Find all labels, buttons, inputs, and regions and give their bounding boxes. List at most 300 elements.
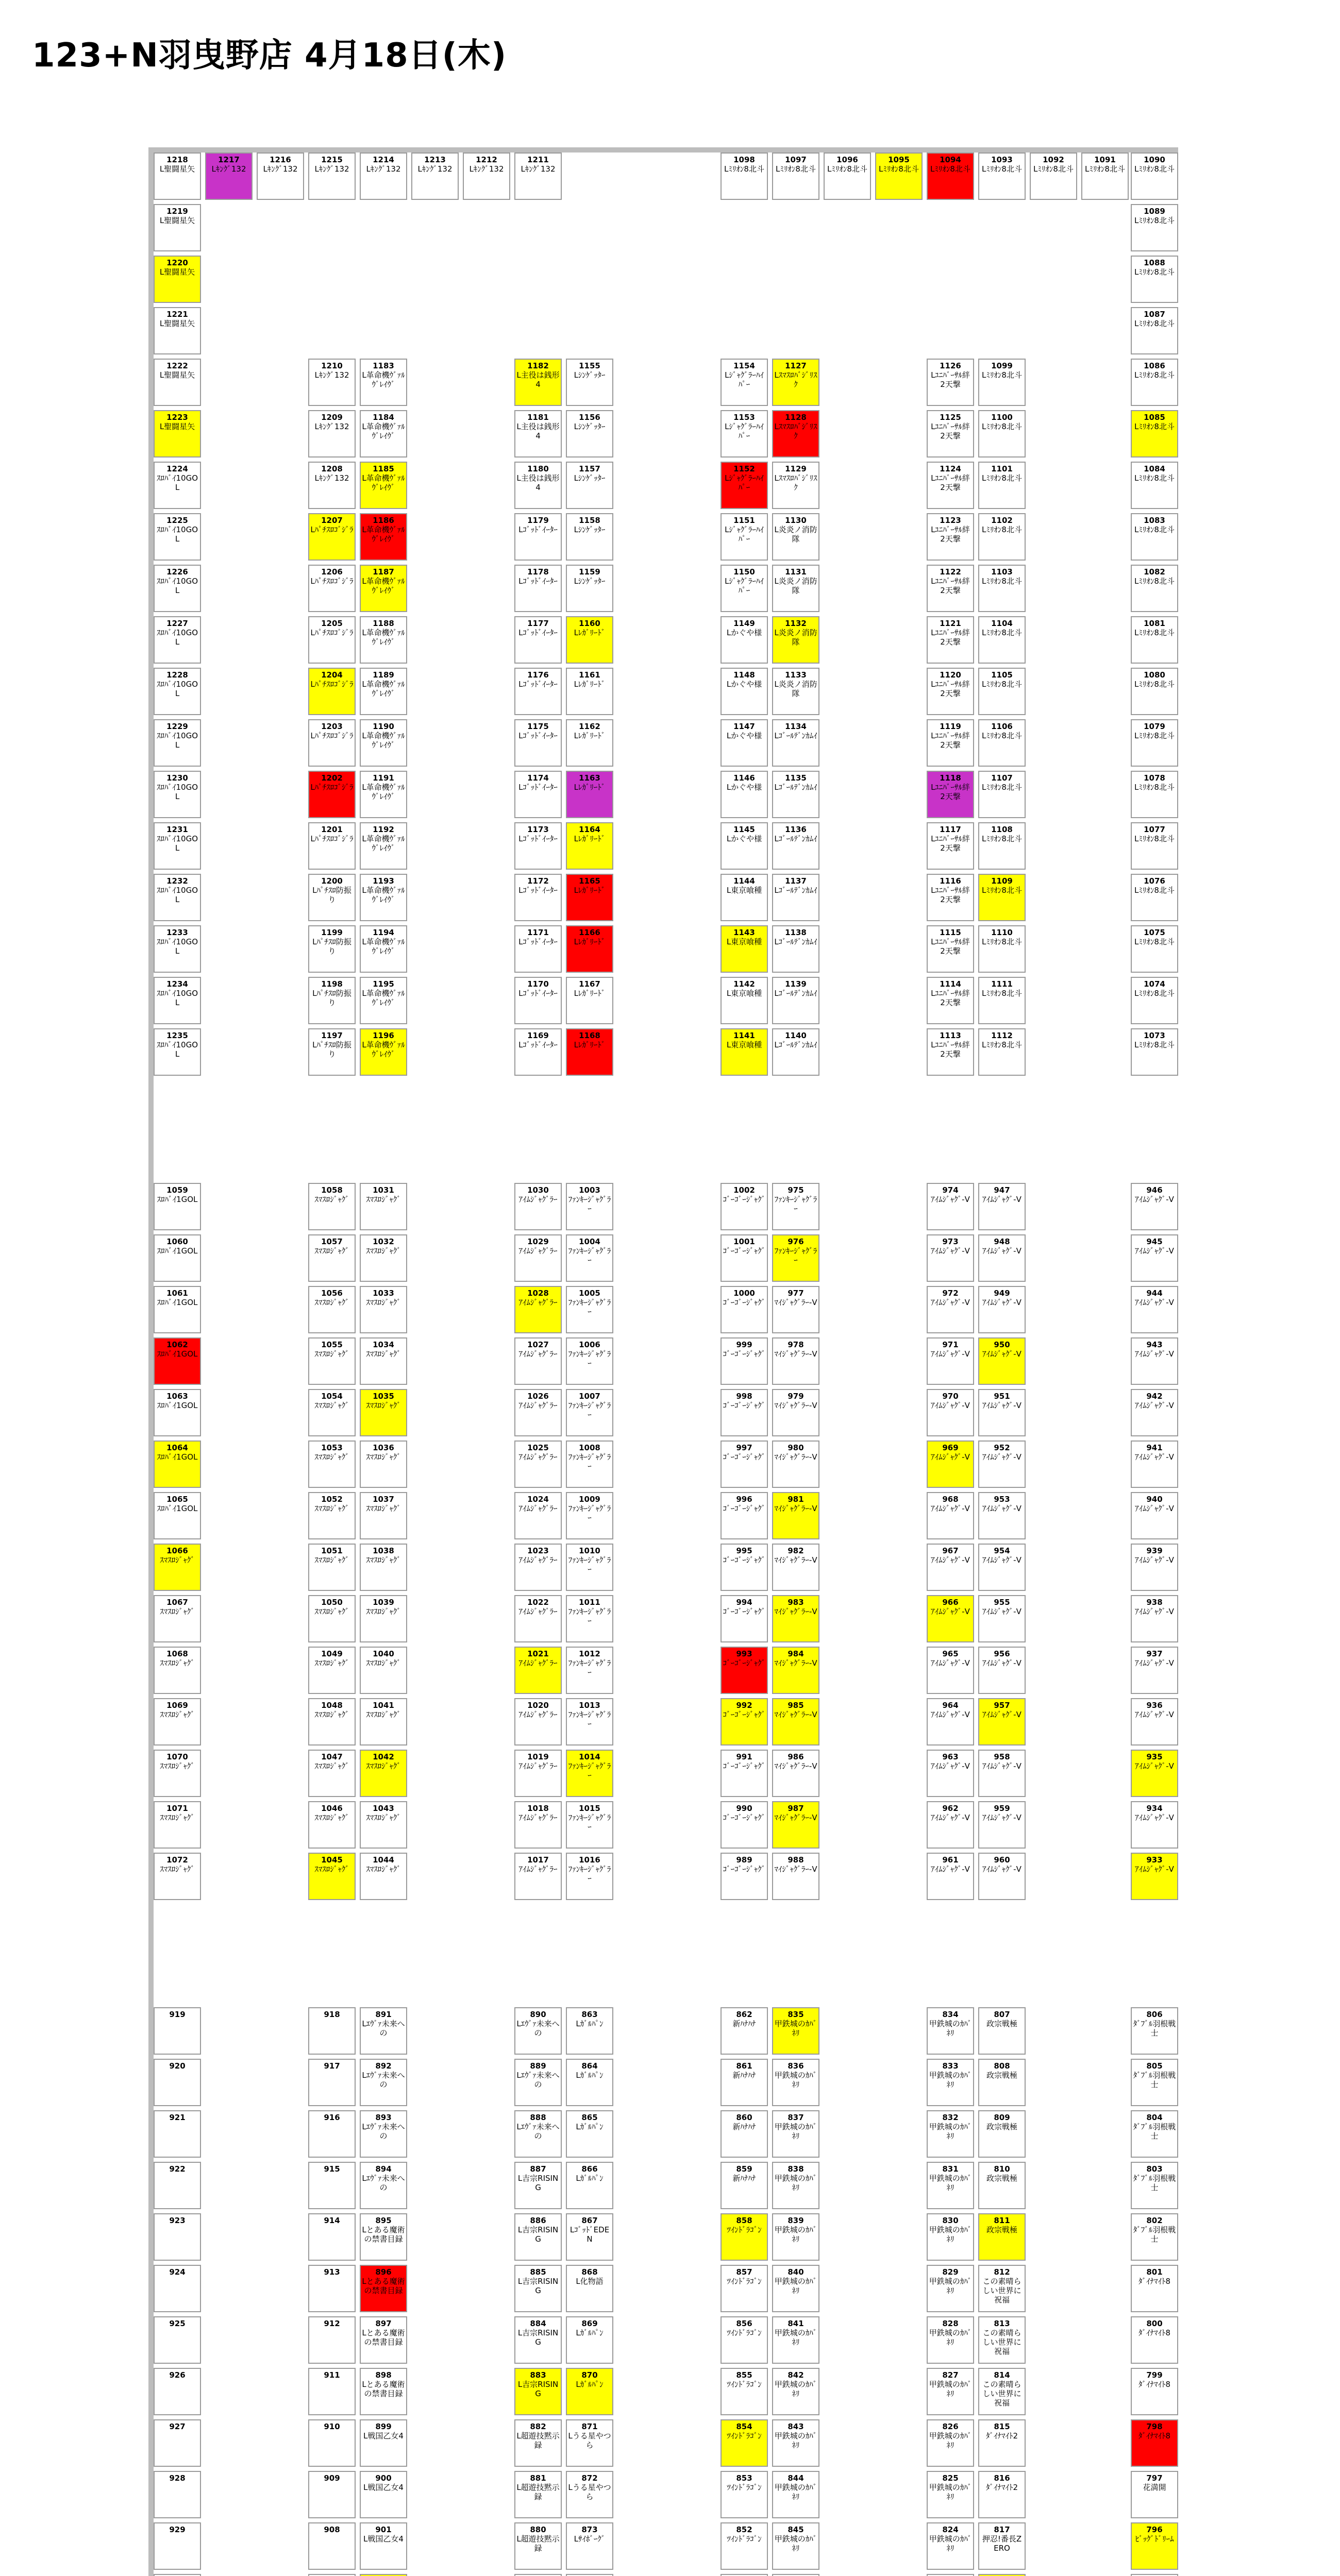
machine-1180[interactable]	[514, 462, 562, 509]
machine-963[interactable]	[927, 1750, 974, 1797]
machine-1056[interactable]	[308, 1286, 356, 1333]
machine-1008[interactable]	[566, 1440, 613, 1488]
machine-1018[interactable]	[514, 1801, 562, 1849]
machine-802[interactable]	[1131, 2213, 1178, 2261]
machine-1200[interactable]	[308, 874, 356, 921]
machine-1109[interactable]	[978, 874, 1026, 921]
machine-1152[interactable]	[721, 462, 768, 509]
machine-949[interactable]	[978, 1286, 1026, 1333]
machine-816[interactable]	[978, 2471, 1026, 2518]
machine-1081[interactable]	[1131, 616, 1178, 664]
machine-1172[interactable]	[514, 874, 562, 921]
machine-939[interactable]	[1131, 1544, 1178, 1591]
machine-1001[interactable]	[721, 1234, 768, 1282]
machine-824[interactable]	[927, 2522, 974, 2570]
machine-887[interactable]	[514, 2162, 562, 2209]
machine-946[interactable]	[1131, 1183, 1178, 1230]
machine-1019[interactable]	[514, 1750, 562, 1797]
machine-826[interactable]	[927, 2419, 974, 2467]
machine-859[interactable]	[721, 2162, 768, 2209]
machine-836[interactable]	[772, 2059, 819, 2106]
machine-981[interactable]	[772, 1492, 819, 1539]
machine-857[interactable]	[721, 2265, 768, 2312]
machine-844[interactable]	[772, 2471, 819, 2518]
machine-1209[interactable]	[308, 410, 356, 457]
machine-1038[interactable]	[360, 1544, 407, 1591]
machine-803[interactable]	[1131, 2162, 1178, 2209]
machine-1064[interactable]	[154, 1440, 201, 1488]
machine-1057[interactable]	[308, 1234, 356, 1282]
machine-907[interactable]	[308, 2574, 356, 2576]
machine-979[interactable]	[772, 1389, 819, 1436]
machine-885[interactable]	[514, 2265, 562, 2312]
machine-985[interactable]	[772, 1698, 819, 1745]
machine-920[interactable]	[154, 2059, 201, 2106]
machine-1150[interactable]	[721, 565, 768, 612]
machine-1044[interactable]	[360, 1853, 407, 1900]
machine-896[interactable]	[360, 2265, 407, 2312]
machine-825[interactable]	[927, 2471, 974, 2518]
machine-1215[interactable]	[308, 152, 356, 200]
machine-1190[interactable]	[360, 719, 407, 767]
machine-1066[interactable]	[154, 1544, 201, 1591]
machine-980[interactable]	[772, 1440, 819, 1488]
machine-1050[interactable]	[308, 1595, 356, 1642]
machine-1205[interactable]	[308, 616, 356, 664]
machine-1087[interactable]	[1131, 307, 1178, 354]
machine-973[interactable]	[927, 1234, 974, 1282]
machine-1119[interactable]	[927, 719, 974, 767]
machine-1202[interactable]	[308, 771, 356, 818]
machine-1145[interactable]	[721, 822, 768, 870]
machine-1151[interactable]	[721, 513, 768, 561]
machine-992[interactable]	[721, 1698, 768, 1745]
machine-1211[interactable]	[514, 152, 562, 200]
machine-1185[interactable]	[360, 462, 407, 509]
machine-1004[interactable]	[566, 1234, 613, 1282]
machine-863[interactable]	[566, 2007, 613, 2055]
machine-1223[interactable]	[154, 410, 201, 457]
machine-1058[interactable]	[308, 1183, 356, 1230]
machine-898[interactable]	[360, 2368, 407, 2415]
machine-1002[interactable]	[721, 1183, 768, 1230]
machine-1220[interactable]	[154, 256, 201, 303]
machine-1089[interactable]	[1131, 204, 1178, 251]
machine-1046[interactable]	[308, 1801, 356, 1849]
machine-1139[interactable]	[772, 977, 819, 1024]
machine-1075[interactable]	[1131, 925, 1178, 973]
machine-1033[interactable]	[360, 1286, 407, 1333]
machine-1234[interactable]	[154, 977, 201, 1024]
machine-1207[interactable]	[308, 513, 356, 561]
machine-994[interactable]	[721, 1595, 768, 1642]
machine-990[interactable]	[721, 1801, 768, 1849]
machine-926[interactable]	[154, 2368, 201, 2415]
machine-1016[interactable]	[566, 1853, 613, 1900]
machine-1067[interactable]	[154, 1595, 201, 1642]
machine-983[interactable]	[772, 1595, 819, 1642]
machine-837[interactable]	[772, 2110, 819, 2158]
machine-835[interactable]	[772, 2007, 819, 2055]
machine-916[interactable]	[308, 2110, 356, 2158]
machine-1120[interactable]	[927, 668, 974, 715]
machine-1191[interactable]	[360, 771, 407, 818]
machine-1040[interactable]	[360, 1647, 407, 1694]
machine-1226[interactable]	[154, 565, 201, 612]
machine-1165[interactable]	[566, 874, 613, 921]
machine-1100[interactable]	[978, 410, 1026, 457]
machine-999[interactable]	[721, 1337, 768, 1385]
machine-1049[interactable]	[308, 1647, 356, 1694]
machine-1133[interactable]	[772, 668, 819, 715]
machine-1169[interactable]	[514, 1028, 562, 1076]
machine-1101[interactable]	[978, 462, 1026, 509]
machine-937[interactable]	[1131, 1647, 1178, 1694]
machine-1201[interactable]	[308, 822, 356, 870]
machine-1230[interactable]	[154, 771, 201, 818]
machine-1175[interactable]	[514, 719, 562, 767]
machine-1141[interactable]	[721, 1028, 768, 1076]
machine-882[interactable]	[514, 2419, 562, 2467]
machine-1093[interactable]	[978, 152, 1026, 200]
machine-893[interactable]	[360, 2110, 407, 2158]
machine-1121[interactable]	[927, 616, 974, 664]
machine-1197[interactable]	[308, 1028, 356, 1076]
machine-1047[interactable]	[308, 1750, 356, 1797]
machine-984[interactable]	[772, 1647, 819, 1694]
machine-953[interactable]	[978, 1492, 1026, 1539]
machine-1206[interactable]	[308, 565, 356, 612]
machine-1178[interactable]	[514, 565, 562, 612]
machine-1147[interactable]	[721, 719, 768, 767]
machine-1216[interactable]	[257, 152, 304, 200]
machine-1062[interactable]	[154, 1337, 201, 1385]
machine-1080[interactable]	[1131, 668, 1178, 715]
machine-1124[interactable]	[927, 462, 974, 509]
machine-1171[interactable]	[514, 925, 562, 973]
machine-880[interactable]	[514, 2522, 562, 2570]
machine-1039[interactable]	[360, 1595, 407, 1642]
machine-914[interactable]	[308, 2213, 356, 2261]
machine-1114[interactable]	[927, 977, 974, 1024]
machine-956[interactable]	[978, 1647, 1026, 1694]
machine-958[interactable]	[978, 1750, 1026, 1797]
machine-1113[interactable]	[927, 1028, 974, 1076]
machine-993[interactable]	[721, 1647, 768, 1694]
machine-1063[interactable]	[154, 1389, 201, 1436]
machine-952[interactable]	[978, 1440, 1026, 1488]
machine-1231[interactable]	[154, 822, 201, 870]
machine-1156[interactable]	[566, 410, 613, 457]
machine-1022[interactable]	[514, 1595, 562, 1642]
machine-814[interactable]	[978, 2368, 1026, 2415]
machine-1218[interactable]	[154, 152, 201, 200]
machine-930[interactable]	[154, 2574, 201, 2576]
machine-804[interactable]	[1131, 2110, 1178, 2158]
machine-1160[interactable]	[566, 616, 613, 664]
machine-1037[interactable]	[360, 1492, 407, 1539]
machine-823[interactable]	[927, 2574, 974, 2576]
machine-1045[interactable]	[308, 1853, 356, 1900]
machine-919[interactable]	[154, 2007, 201, 2055]
machine-1072[interactable]	[154, 1853, 201, 1900]
machine-947[interactable]	[978, 1183, 1026, 1230]
machine-1027[interactable]	[514, 1337, 562, 1385]
machine-1222[interactable]	[154, 359, 201, 406]
machine-1181[interactable]	[514, 410, 562, 457]
machine-830[interactable]	[927, 2213, 974, 2261]
machine-872[interactable]	[566, 2471, 613, 2518]
machine-895[interactable]	[360, 2213, 407, 2261]
machine-1192[interactable]	[360, 822, 407, 870]
machine-1199[interactable]	[308, 925, 356, 973]
machine-1090[interactable]	[1131, 152, 1178, 200]
machine-862[interactable]	[721, 2007, 768, 2055]
machine-1189[interactable]	[360, 668, 407, 715]
machine-813[interactable]	[978, 2316, 1026, 2364]
machine-982[interactable]	[772, 1544, 819, 1591]
machine-998[interactable]	[721, 1389, 768, 1436]
machine-811[interactable]	[978, 2213, 1026, 2261]
machine-892[interactable]	[360, 2059, 407, 2106]
machine-1214[interactable]	[360, 152, 407, 200]
machine-959[interactable]	[978, 1801, 1026, 1849]
machine-879[interactable]	[514, 2574, 562, 2576]
machine-852[interactable]	[721, 2522, 768, 2570]
machine-1012[interactable]	[566, 1647, 613, 1694]
machine-1232[interactable]	[154, 874, 201, 921]
machine-1014[interactable]	[566, 1750, 613, 1797]
machine-925[interactable]	[154, 2316, 201, 2364]
machine-842[interactable]	[772, 2368, 819, 2415]
machine-978[interactable]	[772, 1337, 819, 1385]
machine-950[interactable]	[978, 1337, 1026, 1385]
machine-858[interactable]	[721, 2213, 768, 2261]
machine-1163[interactable]	[566, 771, 613, 818]
machine-1158[interactable]	[566, 513, 613, 561]
machine-840[interactable]	[772, 2265, 819, 2312]
machine-798[interactable]	[1131, 2419, 1178, 2467]
machine-1084[interactable]	[1131, 462, 1178, 509]
machine-927[interactable]	[154, 2419, 201, 2467]
machine-1103[interactable]	[978, 565, 1026, 612]
machine-912[interactable]	[308, 2316, 356, 2364]
machine-1069[interactable]	[154, 1698, 201, 1745]
machine-900[interactable]	[360, 2471, 407, 2518]
machine-1030[interactable]	[514, 1183, 562, 1230]
machine-962[interactable]	[927, 1801, 974, 1849]
machine-838[interactable]	[772, 2162, 819, 2209]
machine-1112[interactable]	[978, 1028, 1026, 1076]
machine-1115[interactable]	[927, 925, 974, 973]
machine-948[interactable]	[978, 1234, 1026, 1282]
machine-1116[interactable]	[927, 874, 974, 921]
machine-1076[interactable]	[1131, 874, 1178, 921]
machine-861[interactable]	[721, 2059, 768, 2106]
machine-1096[interactable]	[824, 152, 871, 200]
machine-964[interactable]	[927, 1698, 974, 1745]
machine-913[interactable]	[308, 2265, 356, 2312]
machine-1194[interactable]	[360, 925, 407, 973]
machine-1198[interactable]	[308, 977, 356, 1024]
machine-1131[interactable]	[772, 565, 819, 612]
machine-1204[interactable]	[308, 668, 356, 715]
machine-810[interactable]	[978, 2162, 1026, 2209]
machine-941[interactable]	[1131, 1440, 1178, 1488]
machine-1157[interactable]	[566, 462, 613, 509]
machine-935[interactable]	[1131, 1750, 1178, 1797]
machine-923[interactable]	[154, 2213, 201, 2261]
machine-1195[interactable]	[360, 977, 407, 1024]
machine-891[interactable]	[360, 2007, 407, 2055]
machine-1070[interactable]	[154, 1750, 201, 1797]
machine-870[interactable]	[566, 2368, 613, 2415]
machine-922[interactable]	[154, 2162, 201, 2209]
machine-1208[interactable]	[308, 462, 356, 509]
machine-951[interactable]	[978, 1389, 1026, 1436]
machine-808[interactable]	[978, 2059, 1026, 2106]
machine-1079[interactable]	[1131, 719, 1178, 767]
machine-975[interactable]	[772, 1183, 819, 1230]
machine-1073[interactable]	[1131, 1028, 1178, 1076]
machine-1085[interactable]	[1131, 410, 1178, 457]
machine-965[interactable]	[927, 1647, 974, 1694]
machine-1041[interactable]	[360, 1698, 407, 1745]
machine-846[interactable]	[772, 2574, 819, 2576]
machine-1188[interactable]	[360, 616, 407, 664]
machine-934[interactable]	[1131, 1801, 1178, 1849]
machine-989[interactable]	[721, 1853, 768, 1900]
machine-988[interactable]	[772, 1853, 819, 1900]
machine-1036[interactable]	[360, 1440, 407, 1488]
machine-968[interactable]	[927, 1492, 974, 1539]
machine-889[interactable]	[514, 2059, 562, 2106]
machine-897[interactable]	[360, 2316, 407, 2364]
machine-977[interactable]	[772, 1286, 819, 1333]
machine-851[interactable]	[721, 2574, 768, 2576]
machine-909[interactable]	[308, 2471, 356, 2518]
machine-1003[interactable]	[566, 1183, 613, 1230]
machine-866[interactable]	[566, 2162, 613, 2209]
machine-865[interactable]	[566, 2110, 613, 2158]
machine-1174[interactable]	[514, 771, 562, 818]
machine-1061[interactable]	[154, 1286, 201, 1333]
machine-1078[interactable]	[1131, 771, 1178, 818]
machine-1161[interactable]	[566, 668, 613, 715]
machine-918[interactable]	[308, 2007, 356, 2055]
machine-1184[interactable]	[360, 410, 407, 457]
machine-854[interactable]	[721, 2419, 768, 2467]
machine-1125[interactable]	[927, 410, 974, 457]
machine-871[interactable]	[566, 2419, 613, 2467]
machine-1118[interactable]	[927, 771, 974, 818]
machine-1000[interactable]	[721, 1286, 768, 1333]
machine-1134[interactable]	[772, 719, 819, 767]
machine-1023[interactable]	[514, 1544, 562, 1591]
machine-1229[interactable]	[154, 719, 201, 767]
machine-1052[interactable]	[308, 1492, 356, 1539]
machine-902[interactable]	[360, 2574, 407, 2576]
machine-832[interactable]	[927, 2110, 974, 2158]
machine-796[interactable]	[1131, 2522, 1178, 2570]
machine-1221[interactable]	[154, 307, 201, 354]
machine-1068[interactable]	[154, 1647, 201, 1694]
machine-1110[interactable]	[978, 925, 1026, 973]
machine-1210[interactable]	[308, 359, 356, 406]
machine-1102[interactable]	[978, 513, 1026, 561]
machine-1168[interactable]	[566, 1028, 613, 1076]
machine-942[interactable]	[1131, 1389, 1178, 1436]
machine-910[interactable]	[308, 2419, 356, 2467]
machine-960[interactable]	[978, 1853, 1026, 1900]
machine-1225[interactable]	[154, 513, 201, 561]
machine-1217[interactable]	[205, 152, 253, 200]
machine-799[interactable]	[1131, 2368, 1178, 2415]
machine-967[interactable]	[927, 1544, 974, 1591]
machine-860[interactable]	[721, 2110, 768, 2158]
machine-1017[interactable]	[514, 1853, 562, 1900]
machine-828[interactable]	[927, 2316, 974, 2364]
machine-1164[interactable]	[566, 822, 613, 870]
machine-886[interactable]	[514, 2213, 562, 2261]
machine-829[interactable]	[927, 2265, 974, 2312]
machine-1106[interactable]	[978, 719, 1026, 767]
machine-991[interactable]	[721, 1750, 768, 1797]
machine-1098[interactable]	[721, 152, 768, 200]
machine-1126[interactable]	[927, 359, 974, 406]
machine-917[interactable]	[308, 2059, 356, 2106]
machine-881[interactable]	[514, 2471, 562, 2518]
machine-1146[interactable]	[721, 771, 768, 818]
machine-1074[interactable]	[1131, 977, 1178, 1024]
machine-995[interactable]	[721, 1544, 768, 1591]
machine-966[interactable]	[927, 1595, 974, 1642]
machine-805[interactable]	[1131, 2059, 1178, 2106]
machine-1031[interactable]	[360, 1183, 407, 1230]
machine-1235[interactable]	[154, 1028, 201, 1076]
machine-1021[interactable]	[514, 1647, 562, 1694]
machine-1149[interactable]	[721, 616, 768, 664]
machine-1107[interactable]	[978, 771, 1026, 818]
machine-1082[interactable]	[1131, 565, 1178, 612]
machine-1015[interactable]	[566, 1801, 613, 1849]
machine-818[interactable]	[978, 2574, 1026, 2576]
machine-971[interactable]	[927, 1337, 974, 1385]
machine-1129[interactable]	[772, 462, 819, 509]
machine-1179[interactable]	[514, 513, 562, 561]
machine-901[interactable]	[360, 2522, 407, 2570]
machine-1154[interactable]	[721, 359, 768, 406]
machine-1043[interactable]	[360, 1801, 407, 1849]
machine-915[interactable]	[308, 2162, 356, 2209]
machine-827[interactable]	[927, 2368, 974, 2415]
machine-1007[interactable]	[566, 1389, 613, 1436]
machine-1026[interactable]	[514, 1389, 562, 1436]
machine-1143[interactable]	[721, 925, 768, 973]
machine-1132[interactable]	[772, 616, 819, 664]
machine-1059[interactable]	[154, 1183, 201, 1230]
machine-972[interactable]	[927, 1286, 974, 1333]
machine-1177[interactable]	[514, 616, 562, 664]
machine-928[interactable]	[154, 2471, 201, 2518]
machine-911[interactable]	[308, 2368, 356, 2415]
machine-997[interactable]	[721, 1440, 768, 1488]
machine-1219[interactable]	[154, 204, 201, 251]
machine-1105[interactable]	[978, 668, 1026, 715]
machine-1065[interactable]	[154, 1492, 201, 1539]
machine-938[interactable]	[1131, 1595, 1178, 1642]
machine-924[interactable]	[154, 2265, 201, 2312]
